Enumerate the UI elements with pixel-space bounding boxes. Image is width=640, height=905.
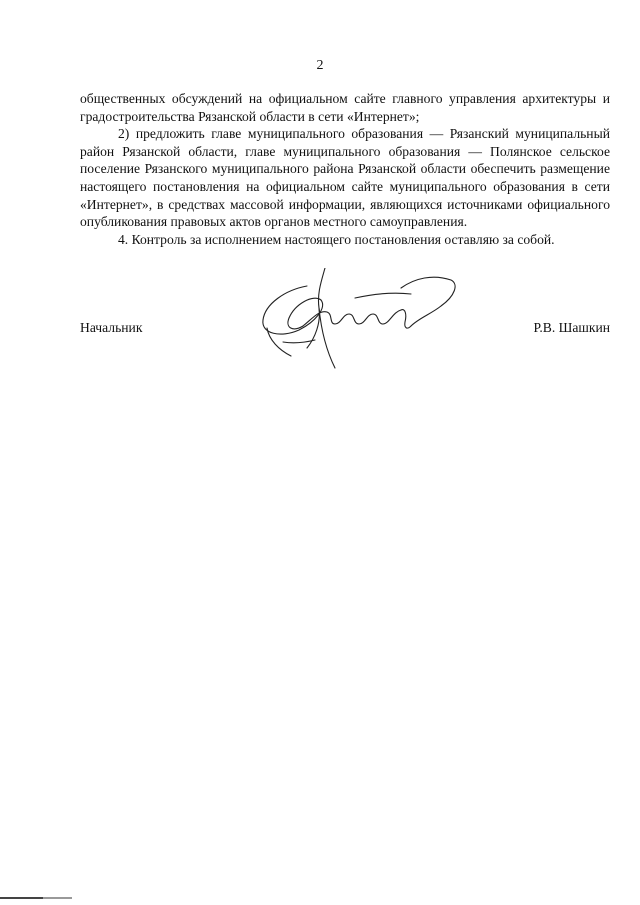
document-body — [80, 90, 610, 248]
signatory-title: Начальник — [80, 320, 143, 335]
signature-block — [80, 310, 610, 380]
scan-edge-mark — [0, 897, 72, 899]
paragraph-2: 2) предложить главе муниципального образования — Рязанский муниципальный район Рязанской области, главе муниципального образования — Полянское сельское поселение Рязанского муниципального района Рязанской области обеспечить размещение настоящего постановления на официальном сайте муниципального образования в сети «Интернет», в средствах массовой информации, являющихся источниками официального опубликования правовых актов органов местного самоуправления. — [80, 126, 610, 230]
paragraph-1: общественных обсуждений на официальном сайте главного управления архитектуры и градостроительства Рязанской области в сети «Интернет»; — [80, 91, 610, 124]
signatory-name: Р.В. Шашкин — [533, 320, 610, 335]
paragraph-3: 4. Контроль за исполнением настоящего постановления оставляю за собой. — [118, 231, 555, 247]
page-number: 2 — [316, 58, 324, 73]
handwritten-signature — [255, 268, 470, 378]
